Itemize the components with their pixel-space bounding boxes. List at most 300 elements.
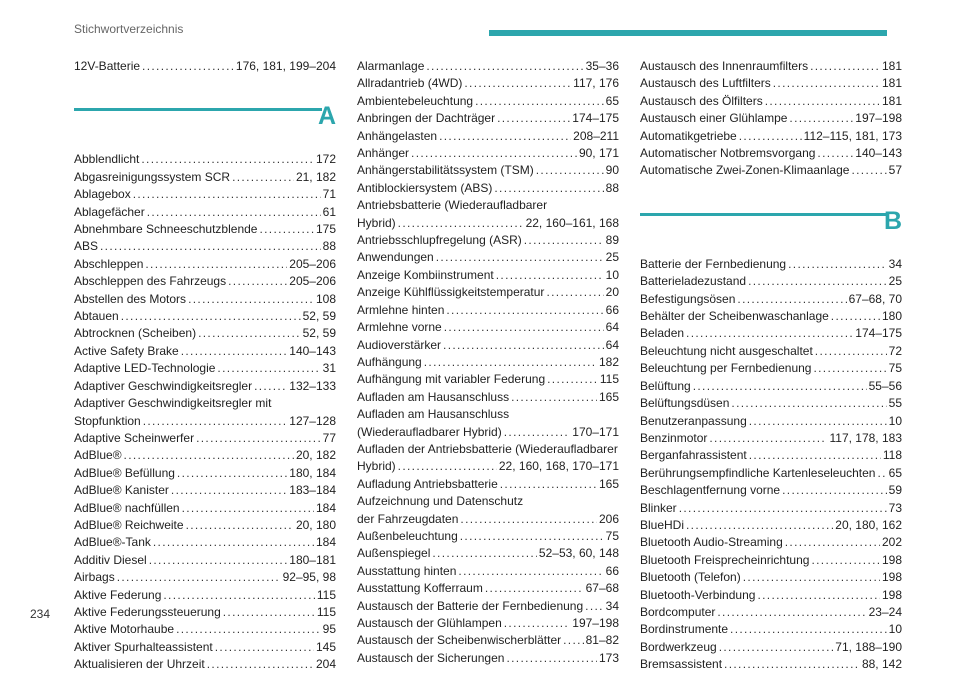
dot-leader [228, 273, 287, 290]
dot-leader [254, 378, 287, 395]
index-entry [357, 354, 619, 371]
entry-pages: 197–198 [855, 111, 902, 126]
dot-leader [563, 632, 584, 649]
entry-pages: 198 [881, 570, 902, 585]
entry-term: Austausch der Sicherungen [357, 650, 505, 665]
index-column-1 [74, 58, 336, 674]
index-entry [640, 273, 902, 290]
entry-term: Allradantrieb (4WD) [357, 76, 463, 91]
dot-leader [504, 424, 571, 441]
entry-term: Ausstattung Kofferraum [357, 581, 483, 596]
entry-pages: 20 [605, 285, 619, 300]
entry-term: Aufhängung mit variabler Federung [357, 372, 546, 387]
index-entry [357, 424, 619, 441]
entry-term: Armlehne hinten [357, 302, 445, 317]
index-entry [74, 656, 336, 673]
entry-term: Abtauen [74, 309, 119, 324]
entry-term: Bordwerkzeug [640, 639, 717, 654]
index-entry [357, 545, 619, 562]
entry-pages: 75 [605, 528, 619, 543]
entry-pages: 115 [316, 604, 336, 619]
index-entry [357, 598, 619, 615]
entry-pages: 88, 142 [861, 657, 902, 672]
index-entry [640, 500, 902, 517]
entry-term: Bluetooth (Telefon) [640, 570, 741, 585]
dot-leader [439, 128, 571, 145]
entry-pages: 90, 171 [578, 146, 619, 161]
index-entry [640, 639, 902, 656]
entry-term: ABS [74, 239, 99, 254]
entry-term: Benutzeranpassung [640, 413, 747, 428]
entry-pages: 206 [598, 511, 619, 526]
index-entry [357, 93, 619, 110]
dot-leader [831, 308, 880, 325]
index-entry [74, 273, 336, 290]
entry-term: Berganfahrassistent [640, 448, 747, 463]
dot-leader [546, 284, 603, 301]
entry-term: Anhängelasten [357, 128, 438, 143]
dot-leader [757, 587, 880, 604]
index-entry [74, 291, 336, 308]
index-entry [74, 360, 336, 377]
entry-pages: 90 [605, 163, 619, 178]
dot-leader [817, 145, 853, 162]
section-letter: B [883, 206, 902, 235]
index-entry [357, 215, 619, 232]
entry-pages: 181 [881, 76, 902, 91]
dot-leader [443, 337, 604, 354]
entry-term: Anzeige Kombiinstrument [357, 267, 494, 282]
entry-pages: 10 [888, 622, 902, 637]
entry-pages: 165 [598, 476, 619, 491]
index-entry [640, 534, 902, 551]
dot-leader [717, 604, 866, 621]
index-entry [357, 441, 619, 458]
dot-leader [743, 569, 880, 586]
entry-pages: 52, 59 [302, 309, 336, 324]
section-title: Stichwortverzeichnis [74, 22, 184, 36]
entry-pages: 22, 160, 168, 170–171 [498, 459, 619, 474]
dot-leader [143, 413, 288, 430]
dot-leader [215, 639, 314, 656]
entry-pages: 72 [888, 343, 902, 358]
entry-pages: 34 [888, 256, 902, 271]
entry-term: Adaptive LED-Technologie [74, 361, 216, 376]
dot-leader [133, 186, 321, 203]
entry-pages: 140–143 [289, 343, 336, 358]
entry-pages: 34 [605, 598, 619, 613]
entry-pages: 182 [598, 354, 619, 369]
dot-leader [188, 291, 314, 308]
dot-leader [141, 151, 314, 168]
index-entry [640, 552, 902, 569]
entry-pages: 180, 184 [289, 465, 336, 480]
entry-pages: 59 [888, 483, 902, 498]
dot-leader [196, 430, 321, 447]
index-entry [640, 447, 902, 464]
dot-leader [259, 221, 314, 238]
index-entry [357, 337, 619, 354]
entry-pages: 198 [881, 587, 902, 602]
dot-leader [460, 511, 597, 528]
entry-pages: 170–171 [572, 424, 619, 439]
index-entry [74, 221, 336, 238]
dot-leader [444, 319, 604, 336]
entry-pages: 180–181 [289, 552, 336, 567]
entry-pages: 21, 182 [295, 169, 336, 184]
index-entry [357, 511, 619, 528]
entry-pages: 52, 59 [302, 326, 336, 341]
entry-term: Aktive Motorhaube [74, 622, 175, 637]
index-entry [640, 621, 902, 638]
entry-term: Adaptiver Geschwindigkeitsregler [74, 378, 253, 393]
index-entry [640, 145, 902, 162]
index-entry [357, 249, 619, 266]
dot-leader [504, 615, 571, 632]
index-entry [640, 517, 902, 534]
dot-leader [436, 249, 604, 266]
entry-term: Aktiver Spurhalteassistent [74, 639, 213, 654]
entry-pages: 197–198 [572, 616, 619, 630]
index-column-2 [357, 58, 619, 667]
index-entry [357, 128, 619, 145]
entry-term: AdBlue® [74, 448, 122, 463]
index-entry [640, 430, 902, 447]
dot-leader [686, 517, 833, 534]
dot-leader [810, 58, 880, 75]
entry-pages: 71 [322, 187, 336, 202]
entry-term: Belüftung [640, 378, 691, 393]
dot-leader [506, 650, 597, 667]
index-entry [640, 256, 902, 273]
dot-leader [500, 476, 597, 493]
index-entry [640, 75, 902, 92]
dot-leader [785, 534, 880, 551]
entry-term: Anhängerstabilitätssystem (TSM) [357, 163, 534, 178]
index-entry [74, 169, 336, 186]
entry-term: Automatikgetriebe [640, 128, 737, 143]
index-entry [74, 308, 336, 325]
entry-pages: 20, 180, 162 [835, 517, 902, 532]
entry-pages: 57 [888, 163, 902, 178]
entry-term: Austausch der Scheibenwischerblätter [357, 633, 562, 648]
index-entry [357, 458, 619, 475]
entry-term: Aufladen am Hausanschluss [357, 407, 510, 422]
dot-leader [207, 656, 314, 673]
index-entry [640, 569, 902, 586]
entry-pages: 64 [605, 320, 619, 335]
index-column-3 [640, 58, 902, 674]
index-entry [74, 587, 336, 604]
dot-leader [464, 75, 571, 92]
entry-pages: 65 [888, 465, 902, 480]
entry-pages: 140–143 [855, 146, 902, 161]
entry-term: Abgasreinigungssystem SCR [74, 169, 231, 184]
entry-pages: 173 [598, 650, 619, 665]
dot-leader [693, 378, 867, 395]
index-entry [74, 500, 336, 517]
dot-leader [813, 360, 886, 377]
entry-pages: 67–68 [585, 581, 619, 596]
dot-leader [149, 552, 288, 569]
dot-leader [730, 621, 887, 638]
entry-pages: 25 [605, 250, 619, 265]
entry-pages: 115 [316, 587, 336, 602]
index-entry [74, 517, 336, 534]
entry-term: Antriebsbatterie (Wiederaufladbarer [357, 198, 548, 213]
entry-term: Aufladung Antriebsbatterie [357, 476, 498, 491]
entry-pages: 31 [322, 361, 336, 376]
index-entry [357, 145, 619, 162]
entry-pages: 202 [881, 535, 902, 550]
entry-term: Abstellen des Motors [74, 291, 187, 306]
entry-term: Benzinmotor [640, 430, 708, 445]
index-entry [357, 476, 619, 493]
index-entry [640, 110, 902, 127]
index-entry [74, 534, 336, 551]
entry-term: Adaptive Scheinwerfer [74, 430, 195, 445]
index-entry [357, 371, 619, 388]
entry-term: Außenbeleuchtung [357, 528, 458, 543]
entry-term: Anhänger [357, 146, 410, 161]
entry-term: Abschleppen [74, 256, 144, 271]
entry-pages: 23–24 [868, 604, 902, 619]
index-entry [640, 413, 902, 430]
entry-pages: 181 [881, 59, 902, 73]
section-divider [640, 213, 888, 216]
section-letter: A [317, 102, 336, 131]
index-entry [74, 186, 336, 203]
dot-leader [163, 587, 314, 604]
entry-pages: 95 [322, 622, 336, 637]
entry-pages: 180 [881, 309, 902, 324]
dot-leader [424, 354, 597, 371]
entry-pages: 115 [599, 372, 619, 387]
entry-term: Austausch der Batterie der Fernbedienung [357, 598, 584, 613]
entry-term: BlueHDi [640, 517, 685, 532]
dot-leader [686, 325, 853, 342]
dot-leader [724, 656, 860, 673]
index-entry [357, 389, 619, 406]
entry-pages: 175 [315, 222, 336, 237]
entry-term: Armlehne vorne [357, 320, 442, 335]
entry-term: Ablagefächer [74, 204, 145, 219]
entry-term: Aktualisieren der Uhrzeit [74, 657, 205, 672]
entry-pages: 88 [605, 180, 619, 195]
entry-term: Austausch der Glühlampen [357, 616, 502, 630]
index-entry [640, 58, 902, 75]
entry-pages: 112–115, 181, 173 [803, 128, 902, 143]
index-entry [640, 587, 902, 604]
dot-leader [458, 563, 603, 580]
index-entry [640, 128, 902, 145]
dot-leader [124, 447, 294, 464]
entry-term: Hybrid) [357, 215, 396, 230]
dot-leader [446, 302, 603, 319]
entry-term: Ambientebeleuchtung [357, 93, 474, 108]
entry-term: Additiv Diesel [74, 552, 147, 567]
index-entry [74, 325, 336, 342]
dot-leader [789, 110, 853, 127]
index-entry [640, 343, 902, 360]
entry-term: Aktive Federung [74, 587, 162, 602]
index-entry [74, 413, 336, 430]
entry-term: Ablagebox [74, 187, 131, 202]
entry-term: Beleuchtung nicht ausgeschaltet [640, 343, 813, 358]
index-entry [74, 430, 336, 447]
index-entry [640, 360, 902, 377]
index-entry [357, 197, 619, 214]
dot-leader [811, 552, 880, 569]
index-entry [74, 552, 336, 569]
entry-term: Abschleppen des Fahrzeugs [74, 274, 227, 289]
entry-term: Stopfunktion [74, 413, 141, 428]
index-entry [640, 325, 902, 342]
entry-term: Abblendlicht [74, 152, 140, 167]
entry-term: Active Safety Brake [74, 343, 179, 358]
entry-term: Aktive Federungssteuerung [74, 604, 221, 619]
entry-term: Adaptiver Geschwindigkeitsregler mit [74, 396, 272, 411]
index-entry [357, 58, 619, 75]
index-entry [640, 378, 902, 395]
entry-pages: 205–206 [289, 256, 336, 271]
index-entry [640, 656, 902, 673]
index-entry [357, 580, 619, 597]
entry-pages: 20, 182 [295, 448, 336, 463]
entry-pages: 75 [888, 361, 902, 376]
dot-leader [217, 360, 320, 377]
entry-pages: 174–175 [572, 111, 619, 126]
entry-term: Batterieladezustand [640, 274, 747, 289]
dot-leader [145, 256, 287, 273]
dot-leader [737, 291, 846, 308]
section-header-a [74, 97, 336, 147]
entry-pages: 10 [888, 413, 902, 428]
entry-term: Aufladen der Antriebsbatterie (Wiederaufladbarer [357, 441, 618, 456]
dot-leader [142, 58, 234, 75]
entry-term: Abnehmbare Schneeschutzblende [74, 222, 258, 237]
entry-pages: 66 [605, 563, 619, 578]
index-entry [357, 110, 619, 127]
index-entry [74, 256, 336, 273]
entry-pages: 77 [322, 430, 336, 445]
entry-term: Berührungsempfindliche Kartenleseleuchten [640, 465, 876, 480]
entry-term: AdBlue®-Tank [74, 535, 151, 550]
entry-term: Belüftungsdüsen [640, 396, 730, 411]
entry-pages: 183–184 [289, 483, 336, 498]
dot-leader [731, 395, 886, 412]
entry-pages: 55–56 [868, 378, 902, 393]
entry-term: Bremsassistent [640, 657, 723, 672]
entry-pages: 132–133 [289, 378, 336, 393]
entry-term: (Wiederaufladbarer Hybrid) [357, 424, 502, 439]
index-entry [357, 232, 619, 249]
index-entry [640, 395, 902, 412]
dot-leader [511, 389, 597, 406]
index-entry [357, 302, 619, 319]
dot-leader [198, 325, 301, 342]
entry-pages: 176, 181, 199–204 [235, 59, 336, 73]
dot-leader [398, 215, 524, 232]
entry-term: Aufzeichnung und Datenschutz [357, 494, 524, 509]
entry-pages: 64 [605, 337, 619, 352]
entry-term: Beladen [640, 326, 685, 341]
entry-term: Behälter der Scheibenwaschanlage [640, 309, 829, 324]
index-entry [357, 632, 619, 649]
entry-term: Austausch einer Glühlampe [640, 111, 788, 126]
entry-term: Airbags [74, 570, 115, 585]
index-entry [357, 267, 619, 284]
index-entry [357, 162, 619, 179]
entry-pages: 71, 188–190 [835, 639, 902, 654]
entry-pages: 22, 160–161, 168 [525, 215, 619, 230]
index-entry [640, 162, 902, 179]
index-entry [74, 621, 336, 638]
dot-leader [679, 500, 887, 517]
index-entry [74, 378, 336, 395]
index-entry [357, 180, 619, 197]
dot-leader [815, 343, 887, 360]
entry-pages: 174–175 [855, 326, 902, 341]
entry-term: Hybrid) [357, 459, 396, 474]
entry-term: Ausstattung hinten [357, 563, 457, 578]
section-header-b [640, 202, 902, 252]
entry-pages: 65 [605, 93, 619, 108]
entry-term: 12V-Batterie [74, 59, 141, 73]
entry-term: Austausch des Ölfilters [640, 93, 763, 108]
dot-leader [432, 545, 537, 562]
dot-leader [739, 128, 802, 145]
entry-term: Austausch des Innenraumfilters [640, 59, 809, 73]
dot-leader [153, 534, 314, 551]
page-number: 234 [30, 607, 51, 621]
entry-term: Bluetooth Audio-Streaming [640, 535, 783, 550]
entry-term: Abtrocknen (Scheiben) [74, 326, 197, 341]
entry-term: Blinker [640, 500, 677, 515]
entry-pages: 89 [605, 233, 619, 248]
index-entry [640, 465, 902, 482]
entry-term: Beschlagentfernung vorne [640, 483, 781, 498]
index-entry [74, 204, 336, 221]
entry-term: Bluetooth Freisprecheinrichtung [640, 552, 810, 567]
dot-leader [851, 162, 886, 179]
dot-leader [782, 482, 887, 499]
dot-leader [709, 430, 827, 447]
index-entry [357, 406, 619, 423]
dot-leader [475, 93, 604, 110]
entry-term: Aufladen am Hausanschluss [357, 389, 510, 404]
index-entry [357, 528, 619, 545]
entry-term: Automatischer Notbremsvorgang [640, 146, 816, 161]
dot-leader [494, 180, 603, 197]
entry-pages: 52–53, 60, 148 [538, 546, 619, 561]
dot-leader [426, 58, 583, 75]
entry-pages: 145 [315, 639, 336, 654]
index-entry [74, 151, 336, 168]
index-entry [640, 308, 902, 325]
section-divider [74, 108, 322, 111]
entry-pages: 25 [888, 274, 902, 289]
dot-leader [232, 169, 294, 186]
dot-leader [788, 256, 887, 273]
dot-leader [497, 110, 570, 127]
index-entry [357, 75, 619, 92]
dot-leader [547, 371, 598, 388]
entry-pages: 55 [888, 396, 902, 411]
index-entry [74, 238, 336, 255]
entry-pages: 184 [315, 535, 336, 550]
index-entry [357, 615, 619, 632]
